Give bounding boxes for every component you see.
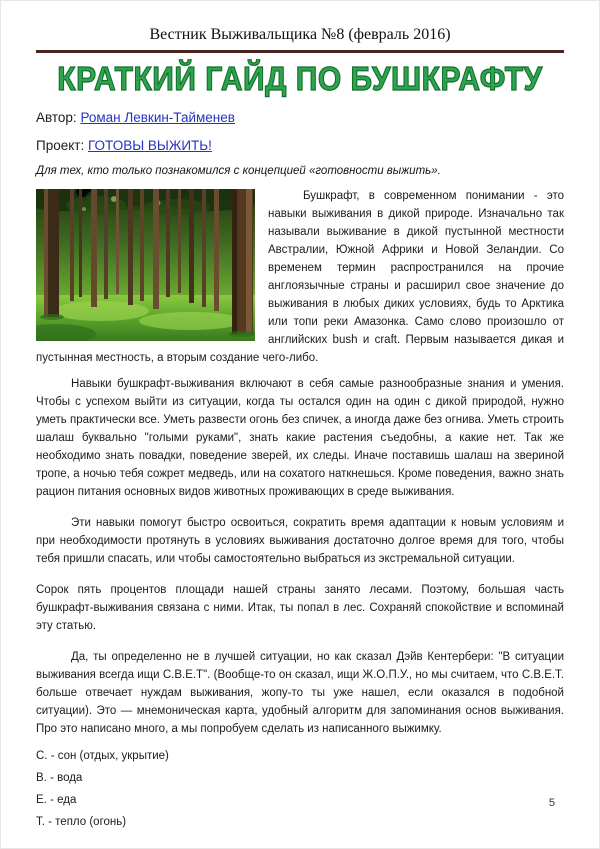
page-number: 5	[548, 797, 555, 809]
list-item-water: В. - вода	[36, 772, 83, 784]
project-link[interactable]: ГОТОВЫ ВЫЖИТЬ!	[88, 138, 212, 153]
project-label: Проект:	[36, 138, 85, 153]
swet-list	[36, 750, 564, 828]
pine-forest-photo	[36, 189, 255, 341]
paragraph-skills: Навыки бушкрафт-выживания включают в себя самые разнообразные знания и умения. Чтобы с успехом выйти из ситуации, когда ты остался один на один с дикой природой, нужно уметь практически все. Уметь развести огонь без спичек, а иногда даже без огнива. Уметь строить шалаш буквально "голыми руками", знать какие растения съедобны, а какие нет. Так же необходимо знать повадки, поведение зверей, их следы. Иначе поставишь шалаш на звериной тропе, а ночью тебя сожрет медведь, или на сохатого наткнешься. Кроме поведения, важно знать рацион питания основных видов животных проживающих в среде выживания.	[36, 378, 564, 498]
article-lead	[36, 187, 564, 367]
paragraph-swet-quote: Да, ты определенно не в лучшей ситуации, но как сказал Дэйв Кентербери: "В ситуации выживания всегда ищи С.В.Е.Т". (Вообще-то он сказал, ищи Ж.О.П.У., но мы считаем, что С.В.Е.Т. больше отвечает нуждам выживания, жопу-то ты уже нашел, если оказался в подобной ситуации). Это — мнемоническая карта, удобный алгоритм для запоминания основ выживания. Про это написано много, а мы попробуем сделать из написанного выжимку.	[36, 651, 564, 735]
author-link[interactable]: Роман Левкин-Тайменев	[80, 110, 235, 125]
project-line	[36, 138, 564, 153]
author-label: Автор:	[36, 110, 77, 125]
paragraph-adaptation: Эти навыки помогут быстро освоиться, сократить время адаптации к новым условиям и при необходимости протянуть в условиях выживания достаточно долгое время для того, чтобы тебя пришли спасать, или чтобы самостоятельно выбраться из экстремальной ситуации.	[36, 517, 564, 565]
header-divider	[36, 50, 564, 53]
intro-note: Для тех, кто только познакомился с концепцией «готовности выжить».	[36, 165, 441, 177]
paragraph-forests: Сорок пять процентов площади нашей страны занято лесами. Поэтому, большая часть бушкрафт-выживания связана с ними. Итак, ты попал в лес. Сохраняй спокойствие и вспоминай эту статью.	[36, 584, 564, 632]
list-item-warmth: Т. - тепло (огонь)	[36, 816, 127, 828]
article-title: КРАТКИЙ ГАЙД ПО БУШКРАФТУ	[57, 60, 543, 98]
list-item-sleep: С. - сон (отдых, укрытие)	[36, 750, 169, 762]
paragraph-bushcraft-definition: Бушкрафт, в современном понимании - это навыки выживания в дикой природе. Изначально так называли выживание в дикой пустынной местности Австралии, Южной Африки и Новой Зеландии. Со временем термин распространился на прочие англоязычные страны и расширил свое значение до выживания в любых диких условиях, будь то Арктика или топи реки Амазонка. Само слово произошло от английских bush и craft. Первым называется дикая и пустынная местность, а вторым создание чего-либо.	[36, 190, 564, 364]
author-line	[36, 110, 564, 125]
list-item-food: Е. - еда	[36, 794, 77, 806]
newsletter-header: Вестник Выживальщика №8 (февраль 2016)	[149, 26, 451, 43]
